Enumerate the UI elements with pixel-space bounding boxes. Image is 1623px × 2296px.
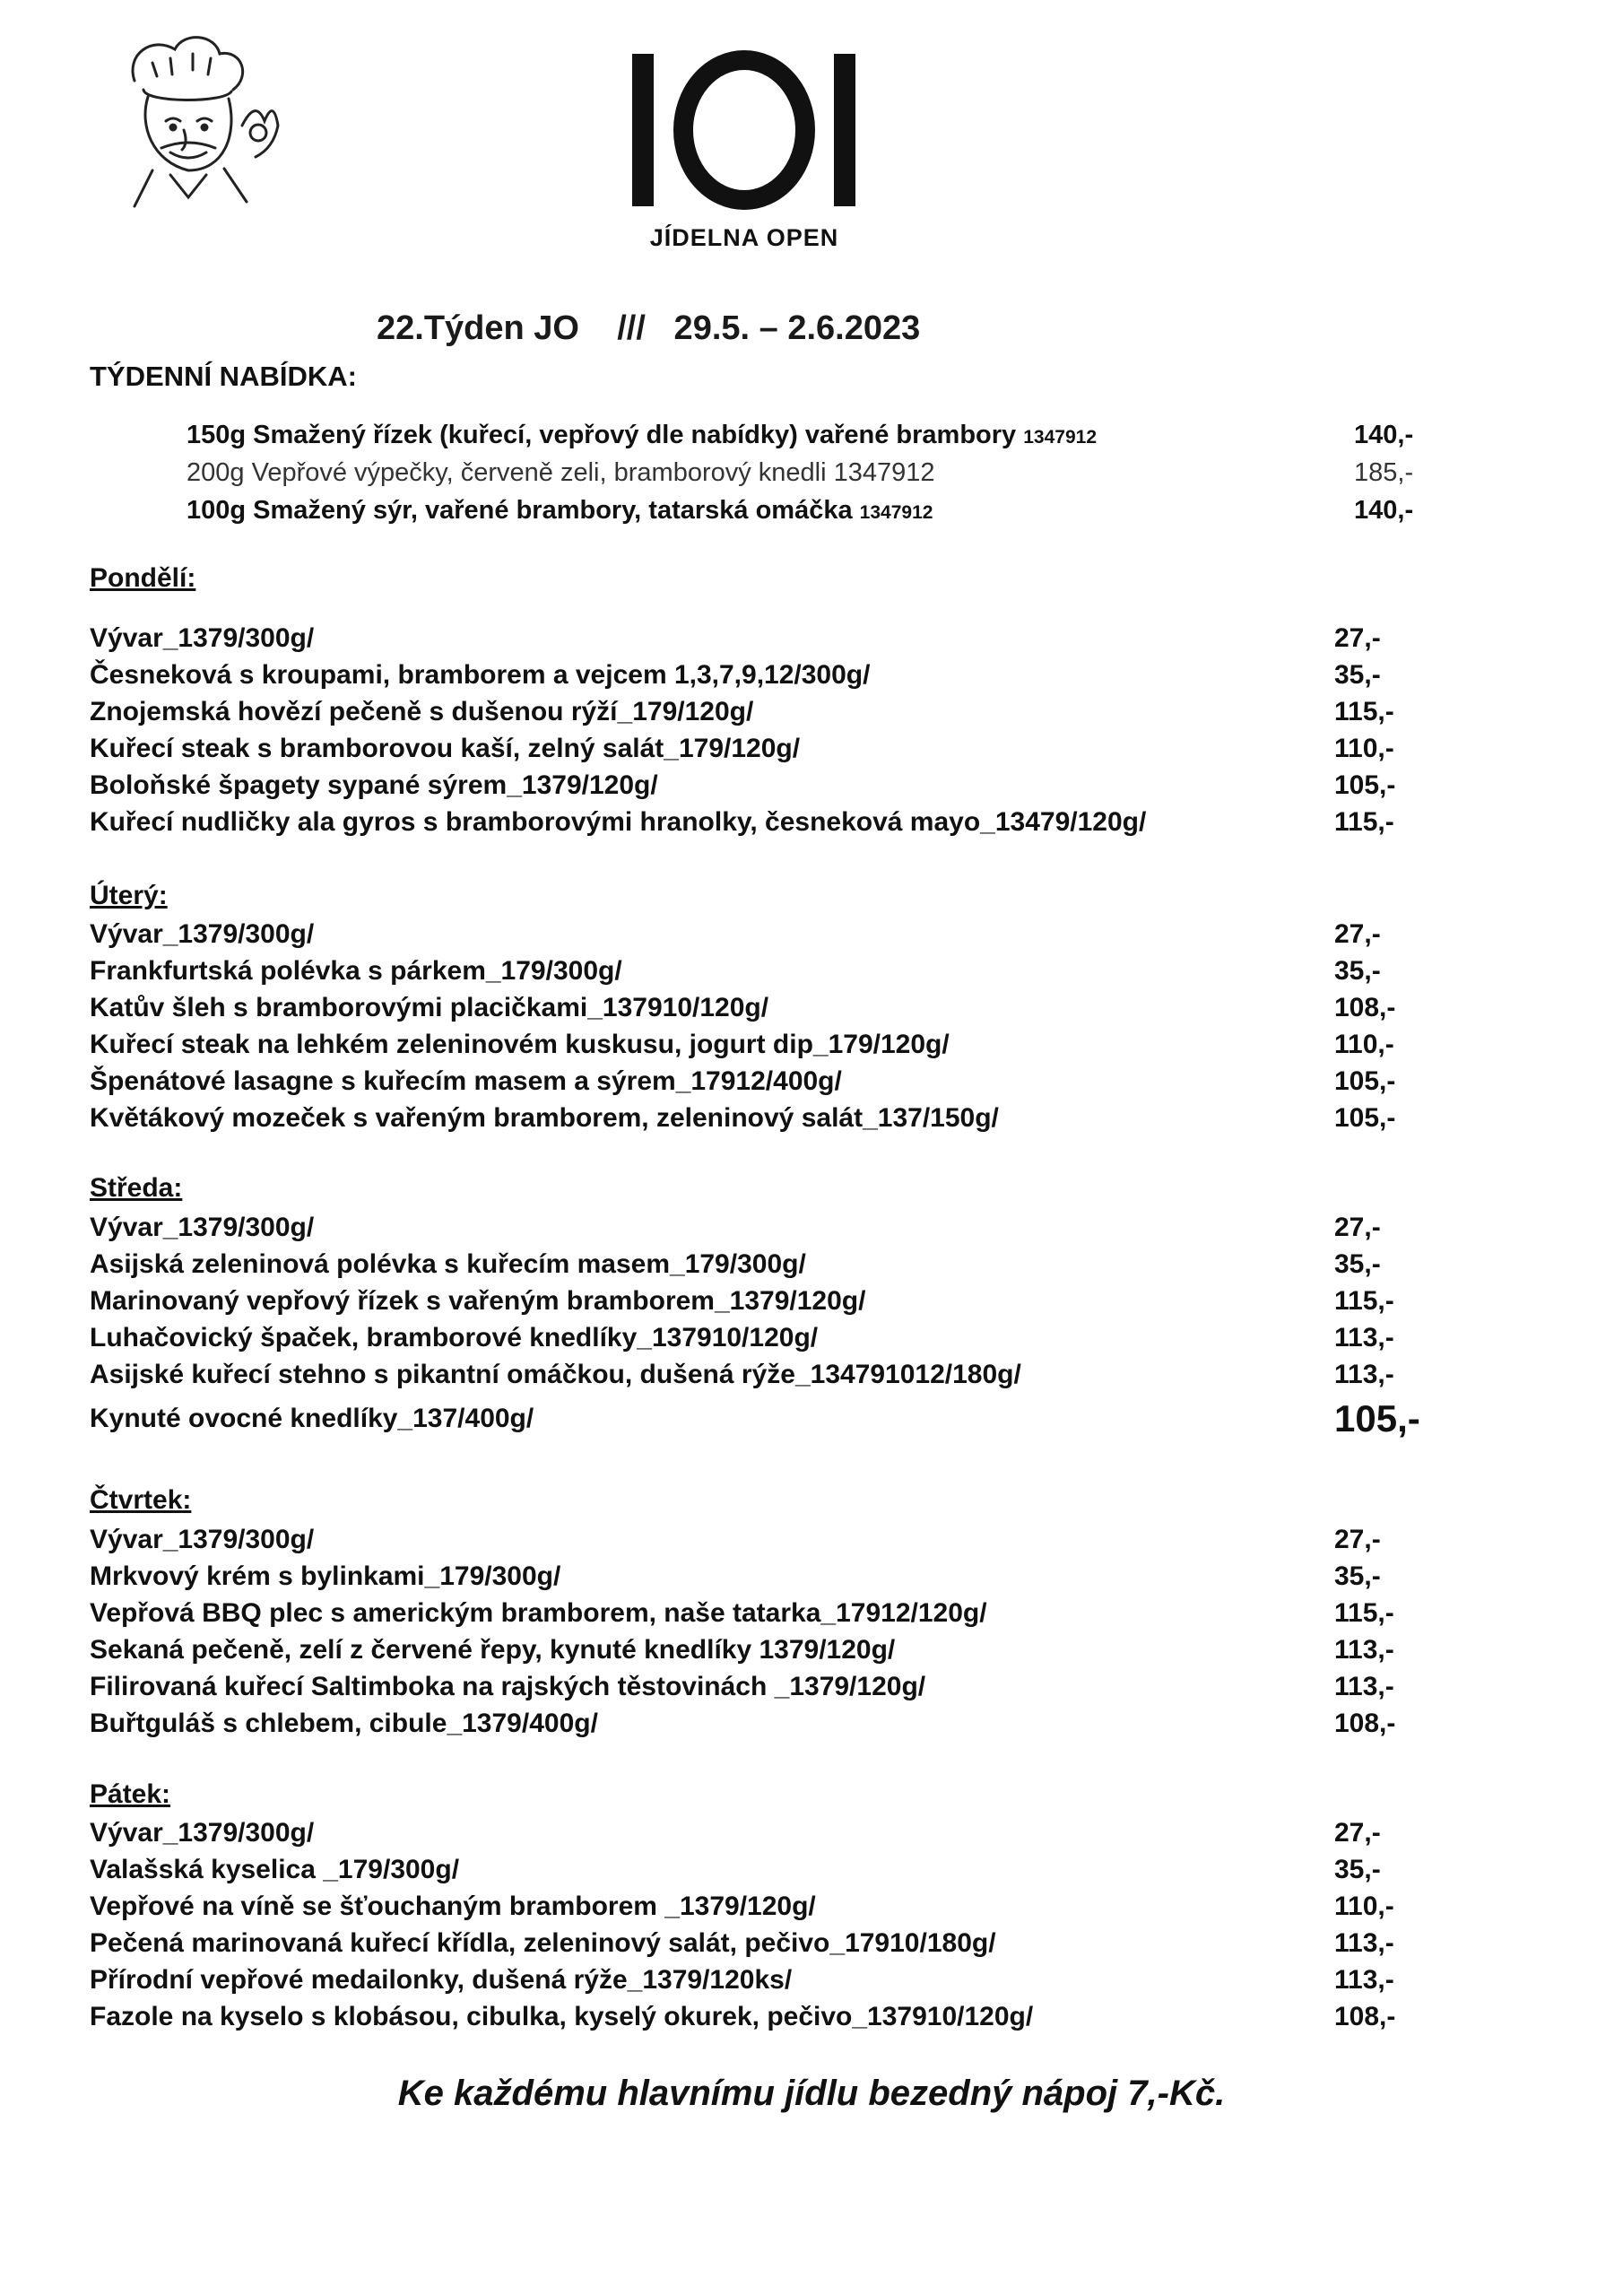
price: 35,- — [1334, 956, 1381, 986]
price: 115,- — [1334, 807, 1394, 837]
price: 105,- — [1334, 770, 1396, 800]
price: 140,- — [1354, 421, 1414, 449]
price: 108,- — [1334, 2002, 1396, 2031]
weekly-offer-title: TÝDENNÍ NABÍDKA: — [90, 361, 357, 392]
day-title-wednesday: Středa: — [90, 1173, 183, 1203]
footer-note: Ke každému hlavnímu jídlu bezedný nápoj 7,-Kč. — [397, 2074, 1226, 2113]
price: 140,- — [1354, 496, 1414, 525]
price: 113,- — [1334, 1360, 1394, 1389]
price: 27,- — [1334, 1213, 1381, 1242]
price: 27,- — [1334, 1525, 1381, 1554]
price: 35,- — [1334, 660, 1381, 690]
price: 185,- — [1354, 458, 1414, 487]
day-title-monday: Pondělí: — [90, 563, 196, 593]
price: 105,- — [1334, 1103, 1396, 1133]
price: 113,- — [1334, 1928, 1394, 1958]
price: 110,- — [1334, 1892, 1394, 1921]
price: 27,- — [1334, 623, 1381, 653]
price: 110,- — [1334, 734, 1394, 763]
price: 35,- — [1334, 1855, 1381, 1884]
price: 113,- — [1334, 1323, 1394, 1352]
price: 113,- — [1334, 1965, 1394, 1995]
day-title-tuesday: Úterý: — [90, 881, 168, 910]
price: 27,- — [1334, 919, 1381, 949]
price: 110,- — [1334, 1030, 1394, 1059]
price: 115,- — [1334, 1598, 1394, 1628]
day-title-thursday: Čtvrtek: — [90, 1485, 192, 1515]
price: 108,- — [1334, 1709, 1396, 1738]
price: 35,- — [1334, 1249, 1381, 1279]
chef-illustration — [99, 27, 282, 211]
price: 113,- — [1334, 1635, 1394, 1665]
price: 108,- — [1334, 993, 1396, 1022]
price: 35,- — [1334, 1561, 1381, 1591]
price: 115,- — [1334, 1286, 1394, 1316]
brand-name: JÍDELNA OPEN — [649, 224, 839, 251]
day-title-friday: Pátek: — [90, 1779, 171, 1809]
price: 105,- — [1334, 1066, 1396, 1096]
price: 27,- — [1334, 1818, 1381, 1848]
price: 105,- — [1334, 1397, 1420, 1439]
price: 113,- — [1334, 1672, 1394, 1701]
price: 115,- — [1334, 697, 1394, 726]
logo-ioi — [628, 49, 861, 211]
week-title: 22.Týden JO /// 29.5. – 2.6.2023 — [377, 309, 921, 347]
